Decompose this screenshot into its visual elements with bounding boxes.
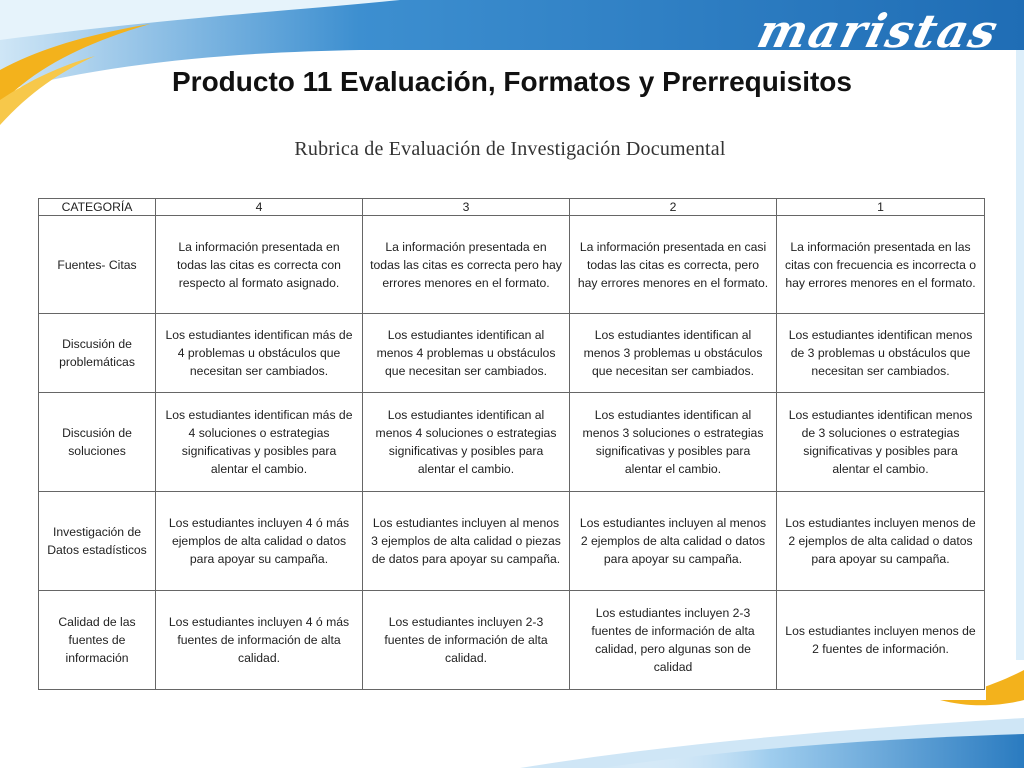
- criteria-cell: La información presentada en todas las citas es correcta pero hay errores menores en el formato.: [363, 216, 570, 314]
- category-cell: Discusión de soluciones: [39, 393, 156, 492]
- criteria-cell: Los estudiantes identifican al menos 3 problemas u obstáculos que necesitan ser cambiados.: [570, 314, 777, 393]
- rubric-document: [30, 120, 986, 700]
- maristas-logo: maristas: [752, 4, 1005, 58]
- table-row: [39, 216, 985, 314]
- table-row: [39, 393, 985, 492]
- table-row: [39, 591, 985, 690]
- criteria-cell: Los estudiantes identifican al menos 4 problemas u obstáculos que necesitan ser cambiados.: [363, 314, 570, 393]
- table-row: [39, 314, 985, 393]
- right-edge-strip: [1016, 50, 1024, 660]
- header-score-2: 2: [570, 199, 777, 216]
- category-cell: Investigación de Datos estadísticos: [39, 492, 156, 591]
- criteria-cell: Los estudiantes incluyen 2-3 fuentes de información de alta calidad, pero algunas son de calidad: [570, 591, 777, 690]
- criteria-cell: Los estudiantes identifican al menos 4 soluciones o estrategias significativas y posibles para alentar el cambio.: [363, 393, 570, 492]
- criteria-cell: La información presentada en casi todas las citas es correcta, pero hay errores menores en el formato.: [570, 216, 777, 314]
- category-cell: Fuentes- Citas: [39, 216, 156, 314]
- criteria-cell: Los estudiantes identifican más de 4 soluciones o estrategias significativas y posibles para alentar el cambio.: [156, 393, 363, 492]
- criteria-cell: La información presentada en todas las citas es correcta con respecto al formato asignado.: [156, 216, 363, 314]
- criteria-cell: Los estudiantes incluyen 4 ó más fuentes de información de alta calidad.: [156, 591, 363, 690]
- criteria-cell: Los estudiantes identifican más de 4 problemas u obstáculos que necesitan ser cambiados.: [156, 314, 363, 393]
- header-score-4: 4: [156, 199, 363, 216]
- criteria-cell: Los estudiantes incluyen al menos 2 ejemplos de alta calidad o datos para apoyar su campaña.: [570, 492, 777, 591]
- header-score-1: 1: [777, 199, 985, 216]
- category-cell: Discusión de problemáticas: [39, 314, 156, 393]
- criteria-cell: Los estudiantes incluyen menos de 2 ejemplos de alta calidad o datos para apoyar su campaña.: [777, 492, 985, 591]
- rubric-title: Rubrica de Evaluación de Investigación Documental: [294, 138, 726, 160]
- criteria-cell: Los estudiantes incluyen 4 ó más ejemplos de alta calidad o datos para apoyar su campaña.: [156, 492, 363, 591]
- header-score-3: 3: [363, 199, 570, 216]
- criteria-cell: Los estudiantes incluyen menos de 2 fuentes de información.: [777, 591, 985, 690]
- criteria-cell: La información presentada en las citas con frecuencia es incorrecta o hay errores menores en el formato.: [777, 216, 985, 314]
- rubric-table: [38, 198, 985, 690]
- criteria-cell: Los estudiantes incluyen al menos 3 ejemplos de alta calidad o piezas de datos para apoyar su campaña.: [363, 492, 570, 591]
- header-categoria: CATEGORÍA: [39, 199, 156, 216]
- criteria-cell: Los estudiantes identifican al menos 3 soluciones o estrategias significativas y posibles para alentar el cambio.: [570, 393, 777, 492]
- criteria-cell: Los estudiantes identifican menos de 3 problemas u obstáculos que necesitan ser cambiados.: [777, 314, 985, 393]
- rubric-header-row: [39, 199, 985, 216]
- category-cell: Calidad de las fuentes de información: [39, 591, 156, 690]
- criteria-cell: Los estudiantes incluyen 2-3 fuentes de información de alta calidad.: [363, 591, 570, 690]
- table-row: [39, 492, 985, 591]
- criteria-cell: Los estudiantes identifican menos de 3 soluciones o estrategias significativas y posibles para alentar el cambio.: [777, 393, 985, 492]
- slide-title: Producto 11 Evaluación, Formatos y Prerrequisitos: [172, 66, 852, 97]
